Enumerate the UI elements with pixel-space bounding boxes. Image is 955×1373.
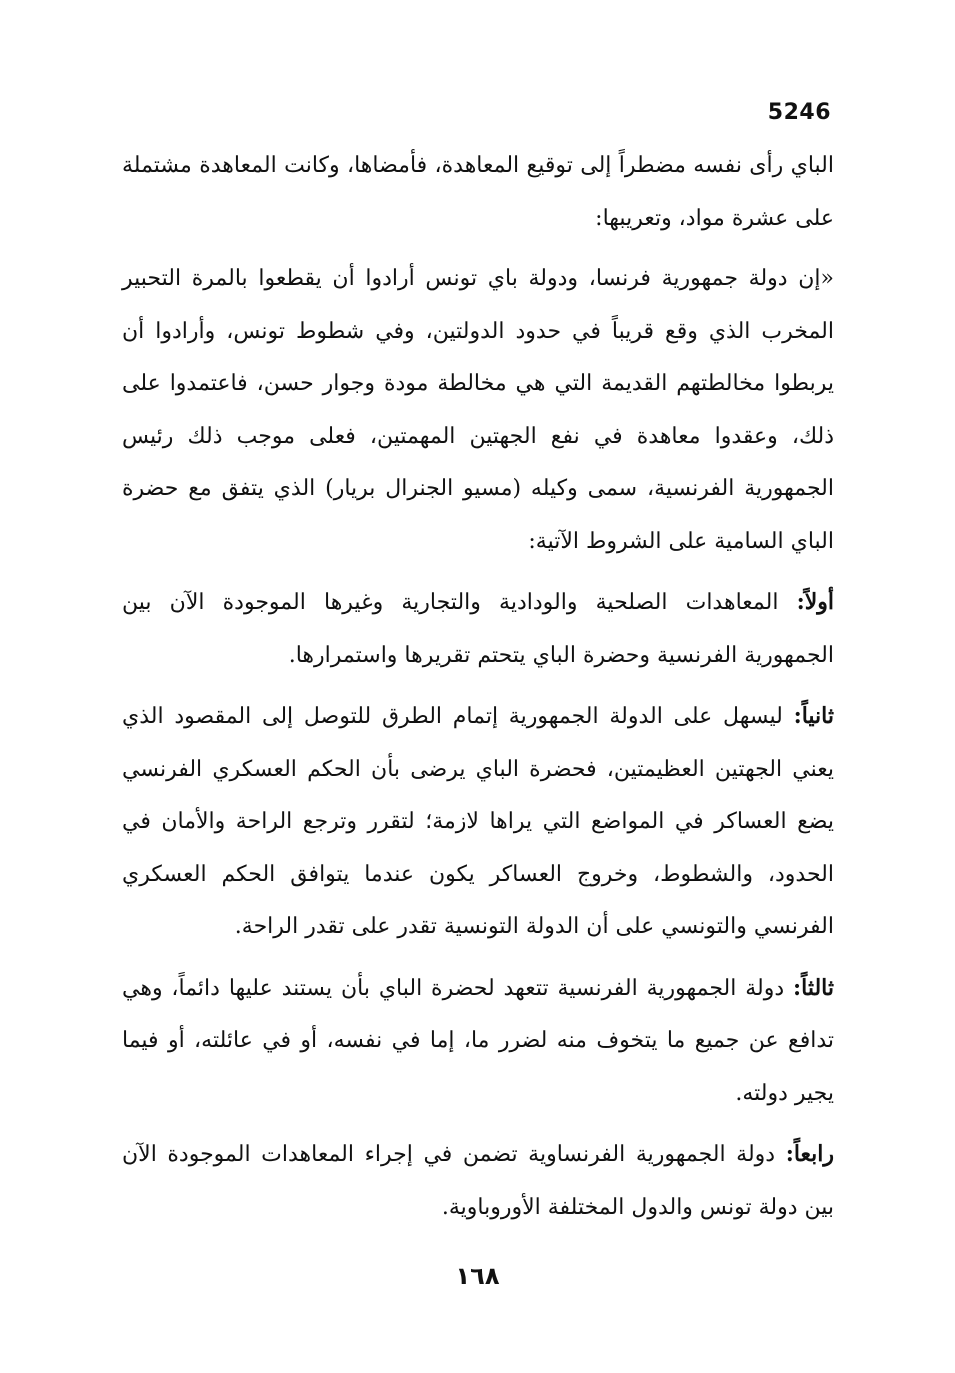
page-number: ١٦٨ bbox=[455, 1262, 500, 1290]
body-text bbox=[122, 140, 834, 1234]
paragraph-text: ليسهل على الدولة الجمهورية إتمام الطرق للتوصل إلى المقصود الذي يعني الجهتين العظيمتين، فحضرة الباي يرضى بأن الحكم العسكري الفرنسي يضع العساكر في المواضع التي يراها لازمة؛ لتقرر وترجع الراحة والأمان في الحدود، والشطوط، وخروج العساكر يكون عندما يتوافق الحكم العسكري الفرنسي والتونسي على أن الدولة التونسية تقدر على تقدر الراحة. bbox=[122, 704, 834, 939]
paragraph-article-1 bbox=[122, 576, 834, 682]
paragraph-article-2 bbox=[122, 690, 834, 954]
reference-number: 5246 bbox=[767, 100, 831, 125]
paragraph-text: المعاهدات الصلحية والودادية والتجارية وغيرها الموجودة الآن بين الجمهورية الفرنسية وحضرة الباي يتحتم تقريرها واستمرارها. bbox=[122, 590, 834, 668]
paragraph-article-3 bbox=[122, 962, 834, 1121]
article-label: أولاً: bbox=[796, 589, 835, 615]
article-label: ثانياً: bbox=[793, 703, 834, 729]
paragraph-intro bbox=[122, 140, 834, 245]
article-label: ثالثاً: bbox=[793, 974, 834, 1001]
paragraph-text: الباي رأى نفسه مضطراً إلى توقيع المعاهدة، فأمضاها، وكانت المعاهدة مشتملة على عشرة مواد، وتعريبها: bbox=[122, 153, 834, 231]
paragraph-text: «إن دولة جمهورية فرنسا، ودولة باي تونس أرادوا أن يقطعوا بالمرة التحبير المخرب الذي وقع قريباً في حدود الدولتين، وفي شطوط تونس، وأرادوا أن يربطوا مخالطتهم القديمة التي هي مخالطة مودة وجوار حسن، فاعتمدوا على ذلك، وعقدوا معاهدة في نفع الجهتين المهمتين، فعلى موجب ذلك رئيس الجمهورية الفرنسية، سمى وكيله (مسيو الجنرال بريار) الذي يتفق مع حضرة الباي السامية على الشروط الآتية: bbox=[122, 266, 834, 554]
paragraph-treaty-preamble bbox=[122, 253, 834, 568]
paragraph-text: دولة الجمهورية الفرنسية تتعهد لحضرة الباي بأن يستند عليها دائماً، وهي تدافع عن جميع ما يتخوف منه لضرر ما، إما في نفسه، أو في عائلته، أو فيما يجير دولته. bbox=[122, 975, 834, 1106]
paragraph-article-4 bbox=[122, 1128, 834, 1234]
paragraph-text: دولة الجمهورية الفرنساوية تضمن في إجراء المعاهدات الموجودة الآن بين دولة تونس والدول المختلفة الأوروباوية. bbox=[122, 1142, 834, 1220]
article-label: رابعاً: bbox=[785, 1141, 834, 1167]
